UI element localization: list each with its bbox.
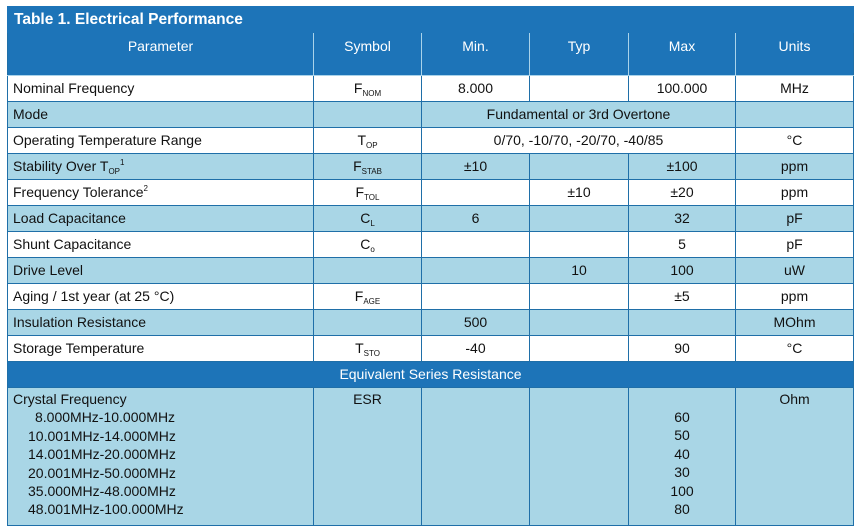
symbol-cell: $F_{NOM}$ bbox=[314, 76, 422, 102]
esr-symbol-cell: ESR bbox=[314, 388, 422, 526]
typ-cell bbox=[530, 76, 629, 102]
header-row bbox=[8, 33, 854, 76]
min-cell bbox=[422, 180, 530, 206]
symbol-cell: $F_{TOL}$ bbox=[314, 180, 422, 206]
symbol-cell: $C_o$ bbox=[314, 232, 422, 258]
max-cell: ±100 bbox=[629, 154, 736, 180]
typ-cell bbox=[530, 206, 629, 232]
param-cell: Operating Temperature Range bbox=[8, 128, 314, 154]
table-row bbox=[8, 76, 854, 102]
table-row bbox=[8, 128, 854, 154]
esr-param-cell bbox=[8, 388, 314, 526]
min-cell: 500 bbox=[422, 310, 530, 336]
typ-cell bbox=[530, 232, 629, 258]
param-cell: Storage Temperature bbox=[8, 336, 314, 362]
min-cell: -40 bbox=[422, 336, 530, 362]
esr-max-value: 100 bbox=[670, 482, 694, 499]
param-cell: Shunt Capacitance bbox=[8, 232, 314, 258]
typ-cell bbox=[530, 284, 629, 310]
esr-max-value: 30 bbox=[674, 464, 690, 481]
symbol-cell bbox=[314, 258, 422, 284]
merged-value-cell: Fundamental or 3rd Overtone bbox=[422, 102, 736, 128]
table-row bbox=[8, 180, 854, 206]
symbol-cell: $T_{OP}$ bbox=[314, 128, 422, 154]
col-header-typ: Typ bbox=[530, 33, 629, 76]
min-cell bbox=[422, 232, 530, 258]
col-header-min: Min. bbox=[422, 33, 530, 76]
min-cell: 6 bbox=[422, 206, 530, 232]
units-cell: ppm bbox=[736, 154, 854, 180]
units-cell: MHz bbox=[736, 76, 854, 102]
table-row bbox=[8, 284, 854, 310]
max-cell: 90 bbox=[629, 336, 736, 362]
col-header-parameter: Parameter bbox=[8, 33, 314, 76]
param-cell: Mode bbox=[8, 102, 314, 128]
electrical-performance-table-wrapper bbox=[7, 6, 853, 521]
col-header-max: Max bbox=[629, 33, 736, 76]
param-cell: Aging / 1st year (at 25 °C) bbox=[8, 284, 314, 310]
table-row bbox=[8, 206, 854, 232]
units-cell: °C bbox=[736, 336, 854, 362]
units-cell: MOhm bbox=[736, 310, 854, 336]
esr-heading: Equivalent Series Resistance bbox=[8, 362, 854, 388]
esr-heading-row bbox=[8, 362, 854, 388]
typ-cell bbox=[530, 154, 629, 180]
symbol-cell: $C_L$ bbox=[314, 206, 422, 232]
symbol-cell bbox=[314, 310, 422, 336]
typ-cell bbox=[530, 310, 629, 336]
typ-cell: ±10 bbox=[530, 180, 629, 206]
col-header-symbol: Symbol bbox=[314, 33, 422, 76]
merged-value-cell: 0/70, -10/70, -20/70, -40/85 bbox=[422, 128, 736, 154]
units-cell: pF bbox=[736, 206, 854, 232]
esr-max-value: 60 bbox=[674, 409, 690, 425]
electrical-performance-table bbox=[7, 6, 854, 526]
col-header-units: Units bbox=[736, 33, 854, 76]
esr-min-cell bbox=[422, 388, 530, 526]
esr-max-value: 80 bbox=[674, 501, 690, 518]
param-cell: Frequency Tolerance$^2$ bbox=[8, 180, 314, 206]
param-cell: Drive Level bbox=[8, 258, 314, 284]
esr-range: 8.000MHz-10.000MHz bbox=[35, 409, 176, 426]
esr-range: 20.001MHz-50.000MHz bbox=[28, 464, 176, 481]
param-cell: Load Capacitance bbox=[8, 206, 314, 232]
max-cell: ±5 bbox=[629, 284, 736, 310]
max-cell: 32 bbox=[629, 206, 736, 232]
min-cell bbox=[422, 258, 530, 284]
units-cell: °C bbox=[736, 128, 854, 154]
esr-typ-cell bbox=[530, 388, 629, 526]
param-cell: Stability Over $T_{OP}^1$ bbox=[8, 154, 314, 180]
max-cell: 100 bbox=[629, 258, 736, 284]
esr-range: 14.001MHz-20.000MHz bbox=[28, 446, 176, 463]
units-cell bbox=[736, 102, 854, 128]
esr-max-value: 50 bbox=[674, 427, 690, 444]
typ-cell: 10 bbox=[530, 258, 629, 284]
esr-range: 10.001MHz-14.000MHz bbox=[28, 427, 176, 444]
esr-max-cell bbox=[629, 388, 736, 526]
typ-cell bbox=[530, 336, 629, 362]
esr-param-label: Crystal Frequency bbox=[13, 391, 127, 407]
units-cell: pF bbox=[736, 232, 854, 258]
min-cell: 8.000 bbox=[422, 76, 530, 102]
units-cell: ppm bbox=[736, 284, 854, 310]
symbol-cell: $F_{STAB}$ bbox=[314, 154, 422, 180]
esr-max-value: 40 bbox=[674, 445, 690, 462]
max-cell: ±20 bbox=[629, 180, 736, 206]
min-cell: ±10 bbox=[422, 154, 530, 180]
units-cell: uW bbox=[736, 258, 854, 284]
param-cell: Insulation Resistance bbox=[8, 310, 314, 336]
table-row bbox=[8, 102, 854, 128]
esr-range: 48.001MHz-100.000MHz bbox=[28, 501, 184, 518]
units-cell: ppm bbox=[736, 180, 854, 206]
table-row bbox=[8, 232, 854, 258]
esr-range: 35.000MHz-48.000MHz bbox=[28, 483, 176, 500]
symbol-cell bbox=[314, 102, 422, 128]
symbol-cell: $T_{STO}$ bbox=[314, 336, 422, 362]
esr-table-row bbox=[8, 388, 854, 526]
table-row bbox=[8, 154, 854, 180]
symbol-cell: $F_{AGE}$ bbox=[314, 284, 422, 310]
max-cell: 100.000 bbox=[629, 76, 736, 102]
param-cell: Nominal Frequency bbox=[8, 76, 314, 102]
esr-units-cell: Ohm bbox=[736, 388, 854, 526]
max-cell: 5 bbox=[629, 232, 736, 258]
table-row bbox=[8, 310, 854, 336]
max-cell bbox=[629, 310, 736, 336]
table-title: Table 1. Electrical Performance bbox=[8, 7, 854, 33]
table-row bbox=[8, 258, 854, 284]
min-cell bbox=[422, 284, 530, 310]
table-row bbox=[8, 336, 854, 362]
